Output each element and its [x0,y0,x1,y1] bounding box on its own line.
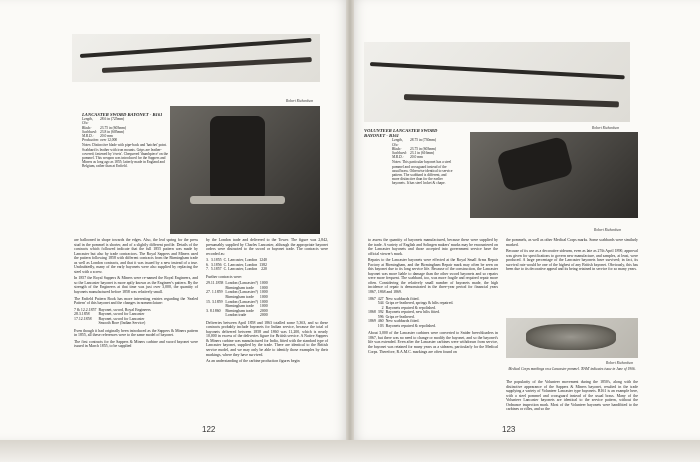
count-cell: 2 [381,305,384,310]
text-cell: Bayonets repaired & repolished. [385,305,436,310]
qty-cell: 220 [261,267,267,272]
text-cell: New scabbards fitted. [385,319,420,324]
paragraph: Deliveries between April 1858 and 1863 totalled some 5,363, and so these contracts probably include bayonets for Indian service, because the total of bayonets delivered between 1858 and 1860 was 11,200, which is nearly 10,000 in excess of the deliveries figure for British service. A Native Sappers & Miners carbine was manufactured for India, fitted with the standard type of Lancaster bayonet, supplied by the trade. There are identical to the British service model, and we may only be able to identify those examples by their markings, where they have survived. [206,320,328,357]
date-cell: 29.11.1858 [206,281,224,286]
year-cell: 1869 [368,319,376,324]
spec-list [392,138,454,159]
bayonet-caption [364,128,454,186]
bayonet-photo-top [364,42,630,122]
date-cell: 28.3.1858 [74,312,90,317]
spec-value: 28.75 in (730mm) [410,138,437,143]
table-row [206,313,270,318]
maker-cell: Birmingham trade [225,308,254,313]
right-page [350,0,700,440]
hilt-photo [470,132,638,218]
bayonet-caption [82,112,168,169]
contracts-table-2 [206,281,270,317]
photo-caption: Medical Corps markings on a Lancaster pommel. 'RAM' indicates issue in June of 1906. [508,367,636,371]
qty-cell: 1382 [259,262,267,267]
spec-value: 20.0 mm [100,134,113,139]
maker-cell: Birmingham trade [225,285,254,290]
maker-cell: London (Lancaster?) [225,290,258,295]
count-cell: 544 [377,301,384,306]
paragraph: The Enfield Pattern Book has more interesting entries regarding the 'Sealed Pattern' of this bayonet and the changes in nomenclature: [74,296,198,306]
pommel-marking-shape [526,324,616,350]
text-cell: New scabbards fitted. [385,296,420,301]
qty-cell: 1000 [259,295,268,300]
photo-credit: Robert Richardson [594,228,622,232]
year-cell [368,324,378,329]
paragraph: The first contracts for the Sappers & Miners carbine and sword bayonet were issued in March 1855, to be supplied [74,339,198,349]
spec-key: Length, O/a: [392,138,403,147]
paragraph: Further contracts were: [206,274,243,279]
num-cell: 6. [206,262,209,267]
bayonet-photo-top [72,34,320,82]
paragraph: As an understanding of the carbine production figures begin [206,359,300,364]
hilt-grip-shape [210,116,265,201]
crossguard-shape [190,196,285,204]
maker-cell: London (Lancaster?) [225,299,258,304]
scabbard-shape [102,57,312,73]
paragraph: The popularity of the Volunteer movement during the 1850's, along with the distinctive appearance of the Sappers & Miners bayonet, resulted in the trade supplying a variety of Volunteer Lancaster type bayonets. B161 is an example here, with a steel pommel and crossguard instead of the usual brass. Many of the Volunteer Lancaster bayonets are identical to the service pattern, without the Ordnance inspection mark. Most of the Volunteer bayonets were handfitted to the carbines or rifles, and so the [506,380,638,412]
repairs-table [368,297,455,329]
spec-value: 23.1 in (616mm) [410,151,435,156]
paragraph: by the London trade and delivered to the Tower. The figure was 2,842, presumably supplied by Charles Lancaster, although the appropriate bayonet orders were distracted to the sword or bayonet trade. The contracts were recorded as: [206,238,328,256]
contracts-table-1 [206,258,269,272]
num-cell: 3. [206,258,209,263]
left-page [0,0,350,440]
paragraph: the pommels, as well as other Medical Corps marks. Some scabbards were similarly marked. [506,238,638,247]
photo-credit: Robert Richardson [286,99,314,103]
qty-cell: 1000 [259,304,268,309]
spec-value: 20.0 mm [410,155,423,160]
date-cell: 27. 1.1859 [206,290,223,295]
count-cell: 103 [377,323,384,328]
date-cell: 5.1857 [210,267,222,272]
left-column-2 [206,238,328,366]
count-cell: 427 [377,296,384,301]
num-cell: 7. [206,267,209,272]
right-column-1 [368,238,498,356]
year-cell: 1868 [368,310,376,315]
maker-cell: C. Lancaster, London [223,267,258,272]
qty-cell: 1000 [259,290,268,295]
spec-value: 23.75 in (603mm) [410,146,437,151]
right-column-2-end [506,380,638,414]
hilt-grip-shape [496,136,574,193]
maker-cell: C. Lancaster, London [223,262,258,267]
spec-key: Length, O/a: [82,117,93,126]
caption-notes: Notes: This particular bayonet has a steel pommel and crossguard instead of the usual brass. Otherwise identical to service pattern. The scabbard is different, and more distinctive than for the earlier bayonets. It has steel locket & chape. [392,160,453,186]
maker-cell: London trade [225,313,247,318]
text-cell: Bayonets repaired, new hilts fitted. [385,310,441,315]
page-number-left: 122 [202,425,216,434]
spec-key: Production: [82,138,100,143]
spec-key: Scabbard: [82,129,97,134]
paragraph: Even though it had originally been introduced as the Sappers & Miners pattern in 1855, all these references were to the same model of bayonet. [74,328,198,338]
pommel-photo [506,318,638,358]
qty-cell: 1000 [259,281,268,286]
spec-key: M.R.D.: [82,134,94,139]
date-cell: 3.1856 [210,262,222,267]
qty-cell: 1240 [259,258,267,263]
hilt-photo [170,106,320,234]
blade-shape [80,38,312,58]
spec-key: M.R.D.: [392,155,404,160]
spec-list [82,117,168,142]
qty-cell: 2000 [259,313,268,318]
left-column-1 [74,238,198,351]
paragraph: to assess the quantity of bayonets manufactured, because these were supplied by the trade. A variety of English and Solingen makers' marks may be encountered on the Lancaster bayonets and those accepted into government service have the official viewer's mark. [368,238,498,256]
sealed-pattern-dates [74,308,153,326]
count-cell: 460 [377,319,384,324]
blade-shape [370,62,625,79]
text-cell: Bayonet, sword for Lancaster [98,316,145,321]
maker-cell: London (Lancaster?) [225,281,258,286]
year-cell: 1867 [368,296,376,301]
count-cell: 392 [377,310,384,315]
scabbard-shape [404,94,619,107]
table-row [368,301,455,306]
paragraph: are ballooned in shape towards the edges. Also, the leaf spring for the press stud in the pommel is shorter, and of a slightly different profile. Details of the contracts which followed indicate that the full 1855 pattern was made by Lancaster but also by trade contractors. The Royal Sappers and Miners used the pattern following 1858 with different contracts from the Birmingham trade as well as London contracts, and that it was issued by a new instead of a true. Undoubtedly, many of the early bayonets were also supplied by replacing the steel with a screw. [74,238,198,274]
spec-value: 23.8 in (605mm) [100,129,125,134]
spec-key: Scabbard: [392,151,407,156]
caption-title: LANCASTER SWORD BAYONET - B161 [82,112,163,117]
maker-cell: Birmingham trade [225,295,254,300]
text-cell: Bayonet, sword for Lancaster [98,312,145,317]
text-cell: Smooth Bore (Indian Service) [98,321,146,326]
photo-credit: Robert Richardson [592,126,620,130]
spec-value: 28.6 in (725mm) [100,117,125,122]
paragraph: About 3,000 of the Lancaster carbines were converted to Snider breechloaders in 1867, but there was no need to change or modify the bayonet, and so the bayonet's life was extended. Even after the Lancaster carbines were withdrawn from service, the bayonet was retained for many years as a sidearm, particularly for the Medical Corps. Therefore, R.A.M.C. markings are often found on [368,331,498,354]
caption-title: VOLUNTEER LANCASTER SWORD BAYONET - B161 [364,128,438,139]
spec-key: Blade: [82,125,92,130]
paragraph: In 1857 the Royal Sappers & Miners were re-named the Royal Engineers, and so the Lancaster bayonet is more aptly known as the Engineer's pattern. By the strength of the Engineers at that time was just over 3,000, the quantity of bayonets manufactured before 1858 was relatively small. [74,276,198,295]
maker-cell: Birmingham trade [225,304,254,309]
date-cell: 3. 8.1860 [206,308,221,313]
qty-cell: 1000 [259,299,268,304]
count-cell: 596 [377,314,384,319]
maker-cell: C. Lancaster, London [223,258,258,263]
text-cell: Grips re-leathered, springs & hilts repaired. [385,301,454,306]
table-row [368,324,455,329]
book-gutter [346,0,354,440]
table-row [74,321,153,326]
text-cell: Bayonets repaired & repolished. [385,323,436,328]
date-cell: 15. 3.1859 [206,299,223,304]
date-cell: 3.1855 [210,258,222,263]
table-row [206,267,269,272]
spec-key: Blade: [392,146,402,151]
spec-value: 23.75 in (603mm) [100,125,127,130]
date-cell: 7 & 12.2.1857 [74,307,97,312]
photo-credit: Robert Richardson [606,361,634,365]
caption-notes: Notes: Distinctive blade with pipe-back and 'hatchet' point. Scabbard is leather with iron mounts. Grips are leather-covered; fastened by 'rivets'. Chequered 'thumbpiece' on the pommel. This weapon was introduced for the Sappers and Miners as long ago as 1855; latterly made in England and Belgium, rather than at Enfield. [82,143,169,169]
text-cell: Grips re-leathered. [385,314,415,319]
page-number-right: 123 [502,425,516,434]
paragraph: Because of its use as a decorative sidearm, even as late as 27th April 1890, approval was given for specifications to govern new manufacture, and samples, at least, were produced. A large percentage of the Lancaster bayonets have survived; in fact, its survival rate would be one of the highest of any British bayonet. Obviously, this has been due to its decorative appeal and its being retained in service for so many years. [506,249,638,272]
right-column-2 [506,238,638,274]
date-cell [74,321,98,326]
qty-cell: 2000 [259,308,268,313]
text-cell: Bayonet, sword, Royal Engineers [98,307,151,312]
date-cell: 17.12.1858 [74,316,92,321]
spec-value: over 12,000 [100,138,118,143]
qty-cell: 1000 [259,285,268,290]
date-cell [206,313,225,318]
paragraph: Repairs to the Lancaster bayonets were effected at the Royal Small Arms Repair Factory at Birmingham, and the Birmingham Repair mark may often be seen on this bayonet due to its long service life. Because of the construction, the Lancaster bayonet was more liable to damage than the other sword bayonets and so repairs were more frequent. The scabbard, too, was more fragile and required repair more often. Considering the relatively small number of bayonets made, the high incidence of repair is demonstrated in the three-year period for financial years 1867, 1868 and 1869. [368,258,498,295]
page-edge [0,440,700,462]
